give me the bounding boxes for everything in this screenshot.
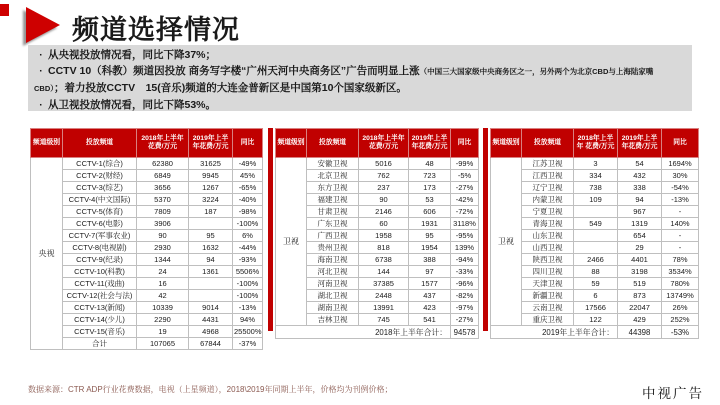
table-cell: 423 [409, 302, 451, 314]
table-cell: 江苏卫视 [522, 158, 574, 170]
bullet-dot-icon: · [39, 99, 43, 111]
table-cell: 内蒙卫视 [522, 194, 574, 206]
table-row [31, 206, 263, 218]
table-row [491, 206, 699, 218]
table-cell: 海南卫视 [307, 254, 359, 266]
table-cell: 122 [574, 314, 618, 326]
channel-group-label: 卫视 [491, 158, 522, 326]
table-cell: 109 [574, 194, 618, 206]
table-cell: 2930 [137, 242, 189, 254]
table-row [31, 338, 263, 350]
table-cell: 19 [137, 326, 189, 338]
table-cell: -95% [451, 230, 479, 242]
table-row [31, 218, 263, 230]
bullet-dot-icon: · [39, 65, 43, 77]
table-cell: 967 [618, 206, 662, 218]
table-cell: CCTV-11(戏曲) [63, 278, 137, 290]
table-cell: 3656 [137, 182, 189, 194]
table-cell [574, 206, 618, 218]
table-cell: 738 [574, 182, 618, 194]
table-row [491, 266, 699, 278]
table-row [276, 302, 479, 314]
header-row [31, 129, 263, 158]
table-cell: -27% [451, 182, 479, 194]
table-cell: 东方卫视 [307, 182, 359, 194]
table-cell: 541 [409, 314, 451, 326]
table-row [276, 182, 479, 194]
table-cell: 139% [451, 242, 479, 254]
table-cell: 78% [662, 254, 699, 266]
table-cell: 429 [618, 314, 662, 326]
table-row [31, 302, 263, 314]
table-cell: 3534% [662, 266, 699, 278]
table-cell: 94 [189, 254, 233, 266]
bullet-dot-icon: · [39, 49, 43, 61]
table-cell: 95 [189, 230, 233, 242]
table-cell: 湖南卫视 [307, 302, 359, 314]
table-cell: 1577 [409, 278, 451, 290]
table-cell: 173 [409, 182, 451, 194]
table-cell: -65% [233, 182, 263, 194]
table-cell: -100% [233, 218, 263, 230]
source-note: 数据来源：CTR ADP行业花费数据，电视（上星频道），2018\2019年同期上半年，价格均为刊例价格； [28, 385, 393, 394]
table-cell: 3118% [451, 218, 479, 230]
table-cell: 13749% [662, 290, 699, 302]
table-row [31, 290, 263, 302]
table-cell: 5016 [359, 158, 409, 170]
table-cell: 140% [662, 218, 699, 230]
table-cell: 24 [137, 266, 189, 278]
table-row [276, 230, 479, 242]
table-cell: 37385 [359, 278, 409, 290]
table-cell: 重庆卫视 [522, 314, 574, 326]
table-cell: -94% [451, 254, 479, 266]
table-cell: -40% [233, 194, 263, 206]
table-cell: 94 [618, 194, 662, 206]
table-cell: 48 [409, 158, 451, 170]
table-cell: 2466 [574, 254, 618, 266]
table-cell: - [662, 242, 699, 254]
table-cell: 山东卫视 [522, 230, 574, 242]
table-cell: 2448 [359, 290, 409, 302]
table-cell: 53 [409, 194, 451, 206]
table-row [276, 314, 479, 326]
table-cell: 江西卫视 [522, 170, 574, 182]
table-row [491, 182, 699, 194]
summary-value: 44398 [618, 326, 662, 339]
bullet-text: ；着力投放CCTV 15(音乐)频道的大连金普新区是中国第10个国家级新区。 [54, 82, 407, 94]
table-cell: 94% [233, 314, 263, 326]
table-cell: 388 [409, 254, 451, 266]
table-row [491, 170, 699, 182]
bullet-text: CBD） [34, 84, 54, 93]
column-header: 2018年上半年 花费/万元 [574, 129, 618, 158]
bullet-line [34, 97, 684, 113]
channel-group-label: 央视 [31, 158, 63, 350]
table-cell: CCTV-5(体育) [63, 206, 137, 218]
column-header: 2019年上半年花费/万元 [409, 129, 451, 158]
summary-row [491, 326, 699, 339]
table-cell: 42 [137, 290, 189, 302]
table-row [31, 266, 263, 278]
column-header: 频道级别 [31, 129, 63, 158]
table-cell: - [662, 230, 699, 242]
table-cell: 26% [662, 302, 699, 314]
table-row [491, 314, 699, 326]
satellite-spend-table-1 [275, 128, 479, 339]
table-cell: 31625 [189, 158, 233, 170]
summary-label: 2018年上半年合计： [276, 326, 451, 339]
table-cell: 780% [662, 278, 699, 290]
table-cell: 1319 [618, 218, 662, 230]
table-cell: 17566 [574, 302, 618, 314]
table-cell: 辽宁卫视 [522, 182, 574, 194]
column-header: 同比 [662, 129, 699, 158]
table-row [491, 194, 699, 206]
table-row [491, 230, 699, 242]
table-cell: 237 [359, 182, 409, 194]
column-header: 投放频道 [63, 129, 137, 158]
table-cell: 16 [137, 278, 189, 290]
table-row [276, 254, 479, 266]
table-cell: 6% [233, 230, 263, 242]
table-row [491, 242, 699, 254]
table-cell: 88 [574, 266, 618, 278]
column-header: 投放频道 [307, 129, 359, 158]
summary-value: 94578 [451, 326, 479, 339]
table-cell: 45% [233, 170, 263, 182]
table-cell: CCTV-7(军事农业) [63, 230, 137, 242]
table-cell: 54 [618, 158, 662, 170]
table-cell [189, 278, 233, 290]
table-cell: 29 [618, 242, 662, 254]
table-cell: 60 [359, 218, 409, 230]
table-row [276, 266, 479, 278]
corner-accent-bar [0, 4, 9, 16]
table-cell [574, 230, 618, 242]
table-cell: 873 [618, 290, 662, 302]
table-cell: - [662, 206, 699, 218]
table-row [491, 218, 699, 230]
table-cell: 67844 [189, 338, 233, 350]
table-cell: 3198 [618, 266, 662, 278]
table-cell: 吉林卫视 [307, 314, 359, 326]
table-cell: 河南卫视 [307, 278, 359, 290]
bullet-line [34, 63, 684, 80]
summary-yoy: -53% [662, 326, 699, 339]
satellite-table-1-container [275, 128, 478, 339]
table-cell: 1361 [189, 266, 233, 278]
table-cell: 90 [137, 230, 189, 242]
table-cell: 四川卫视 [522, 266, 574, 278]
table-cell: 贵州卫视 [307, 242, 359, 254]
title-arrow-icon [26, 7, 60, 43]
table-cell: 95 [409, 230, 451, 242]
table-cell: 107065 [137, 338, 189, 350]
table-row [276, 194, 479, 206]
table-cell: 1632 [189, 242, 233, 254]
table-cell: -100% [233, 278, 263, 290]
column-header: 2018年上半年 花费/万元 [359, 129, 409, 158]
table-cell: -99% [451, 158, 479, 170]
table-cell: 广东卫视 [307, 218, 359, 230]
table-cell: 1267 [189, 182, 233, 194]
table-cell [189, 290, 233, 302]
table-cell: 合计 [63, 338, 137, 350]
table-cell: -27% [451, 314, 479, 326]
table-cell: 广西卫视 [307, 230, 359, 242]
table-cell: CCTV-3(综艺) [63, 182, 137, 194]
table-cell: -33% [451, 266, 479, 278]
bullet-line [34, 47, 684, 63]
bullet-text: 从央视投放情况看，同比下降37%； [48, 49, 217, 61]
table-cell: 青海卫视 [522, 218, 574, 230]
table-cell: 1694% [662, 158, 699, 170]
table-cell: 10339 [137, 302, 189, 314]
table-row [491, 254, 699, 266]
bullet-line [34, 80, 684, 97]
table-cell: 安徽卫视 [307, 158, 359, 170]
table-cell: 天津卫视 [522, 278, 574, 290]
column-header: 2019年上半年花费/万元 [618, 129, 662, 158]
table-cell: 新疆卫视 [522, 290, 574, 302]
table-cell: 陕西卫视 [522, 254, 574, 266]
table-cell: -98% [233, 206, 263, 218]
table-cell: CCTV-9(纪录) [63, 254, 137, 266]
table-cell: 北京卫视 [307, 170, 359, 182]
table-cell: CCTV-15(音乐) [63, 326, 137, 338]
table-cell: 30% [662, 170, 699, 182]
table-divider-bar [268, 128, 273, 331]
table-cell: 432 [618, 170, 662, 182]
table-cell: 4431 [189, 314, 233, 326]
table-cell: CCTV-2(财经) [63, 170, 137, 182]
table-row [31, 326, 263, 338]
table-cell: 3906 [137, 218, 189, 230]
table-cell: 河北卫视 [307, 266, 359, 278]
table-cell: -49% [233, 158, 263, 170]
table-cell: 6849 [137, 170, 189, 182]
column-header: 2018年上半年花费/万元 [137, 129, 189, 158]
column-header: 频道级别 [276, 129, 307, 158]
table-cell: 549 [574, 218, 618, 230]
table-cell: CCTV-6(电影) [63, 218, 137, 230]
table-cell: CCTV-14(少儿) [63, 314, 137, 326]
table-cell: 723 [409, 170, 451, 182]
table-row [31, 194, 263, 206]
table-cell: 4968 [189, 326, 233, 338]
table-cell: 1954 [409, 242, 451, 254]
table-cell: 13991 [359, 302, 409, 314]
table-cell: 9945 [189, 170, 233, 182]
table-cell: 6738 [359, 254, 409, 266]
table-cell: 1931 [409, 218, 451, 230]
table-divider-bar [483, 128, 488, 331]
table-cell: 62380 [137, 158, 189, 170]
table-row [276, 170, 479, 182]
bullet-text: CCTV 10（科教）频道因投放 商务写字楼“广州天河中央商务区”广告而明显上涨 [48, 65, 420, 77]
table-cell: 9014 [189, 302, 233, 314]
table-cell: -42% [451, 194, 479, 206]
table-cell [574, 242, 618, 254]
table-cell: -93% [233, 254, 263, 266]
table-cell: 818 [359, 242, 409, 254]
table-row [31, 182, 263, 194]
table-cell: 4401 [618, 254, 662, 266]
table-row [491, 278, 699, 290]
column-header: 同比 [233, 129, 263, 158]
table-cell: -100% [233, 290, 263, 302]
table-row [31, 242, 263, 254]
table-cell: -13% [233, 302, 263, 314]
table-cell: 22047 [618, 302, 662, 314]
table-cell: 1958 [359, 230, 409, 242]
table-row [276, 278, 479, 290]
header-row [276, 129, 479, 158]
table-cell: CCTV-8(电视剧) [63, 242, 137, 254]
satellite-spend-table-2 [490, 128, 699, 339]
table-cell: 山西卫视 [522, 242, 574, 254]
satellite-table-2-container [490, 128, 698, 339]
table-row [276, 242, 479, 254]
table-row [276, 290, 479, 302]
table-cell: 2290 [137, 314, 189, 326]
cctv-table-container [30, 128, 262, 350]
column-header: 同比 [451, 129, 479, 158]
table-cell: 252% [662, 314, 699, 326]
summary-row [276, 326, 479, 339]
table-row [31, 158, 263, 170]
table-cell: 334 [574, 170, 618, 182]
page-title: 频道选择情况 [72, 15, 240, 45]
table-row [276, 158, 479, 170]
table-cell [189, 218, 233, 230]
table-row [31, 254, 263, 266]
table-cell: 59 [574, 278, 618, 290]
table-row [491, 158, 699, 170]
table-cell: CCTV-4(中文国际) [63, 194, 137, 206]
table-row [31, 278, 263, 290]
table-cell: 606 [409, 206, 451, 218]
table-cell: -5% [451, 170, 479, 182]
table-cell: 6 [574, 290, 618, 302]
table-cell: 云南卫视 [522, 302, 574, 314]
table-cell: 3224 [189, 194, 233, 206]
bullet-text: （中国三大国家级中央商务区之一，另外两个为北京CBD与上海陆家嘴 [419, 67, 654, 76]
table-cell: 2146 [359, 206, 409, 218]
column-header: 投放频道 [522, 129, 574, 158]
summary-label: 2019年上半年合计： [491, 326, 618, 339]
table-cell: 338 [618, 182, 662, 194]
table-cell: 519 [618, 278, 662, 290]
table-cell: -13% [662, 194, 699, 206]
table-cell: -44% [233, 242, 263, 254]
table-cell: -72% [451, 206, 479, 218]
table-cell: 745 [359, 314, 409, 326]
table-cell: 762 [359, 170, 409, 182]
header-row [491, 129, 699, 158]
table-cell: 654 [618, 230, 662, 242]
table-cell: 1344 [137, 254, 189, 266]
table-cell: CCTV-1(综合) [63, 158, 137, 170]
column-header: 频道级别 [491, 129, 522, 158]
table-cell: -97% [451, 302, 479, 314]
table-cell: 5506% [233, 266, 263, 278]
table-cell: 宁夏卫视 [522, 206, 574, 218]
table-cell: -96% [451, 278, 479, 290]
table-row [491, 290, 699, 302]
table-row [491, 302, 699, 314]
table-cell: 90 [359, 194, 409, 206]
table-cell: CCTV-13(新闻) [63, 302, 137, 314]
table-row [276, 218, 479, 230]
table-cell: 97 [409, 266, 451, 278]
table-cell: 5370 [137, 194, 189, 206]
brand-logo: 中视广告 [642, 386, 704, 401]
table-cell: -82% [451, 290, 479, 302]
table-cell: -37% [233, 338, 263, 350]
cctv-spend-table [30, 128, 263, 350]
table-cell: CCTV-10(科教) [63, 266, 137, 278]
table-cell: 437 [409, 290, 451, 302]
channel-group-label: 卫视 [276, 158, 307, 326]
table-cell: 144 [359, 266, 409, 278]
table-cell: 187 [189, 206, 233, 218]
table-row [31, 170, 263, 182]
table-row [31, 314, 263, 326]
bullet-text: 从卫视投放情况看，同比下降53%。 [48, 99, 217, 111]
table-cell: 25500% [234, 327, 262, 336]
table-cell: 7809 [137, 206, 189, 218]
table-cell: 湖北卫视 [307, 290, 359, 302]
table-row [31, 230, 263, 242]
summary-bullet-box [28, 45, 692, 111]
table-cell: CCTV-12(社会与法) [63, 290, 137, 302]
table-cell: 3 [574, 158, 618, 170]
column-header: 2019年上半年花费/万元 [189, 129, 233, 158]
table-cell: 福建卫视 [307, 194, 359, 206]
table-row [276, 206, 479, 218]
table-cell: 甘肃卫视 [307, 206, 359, 218]
table-cell: -54% [662, 182, 699, 194]
